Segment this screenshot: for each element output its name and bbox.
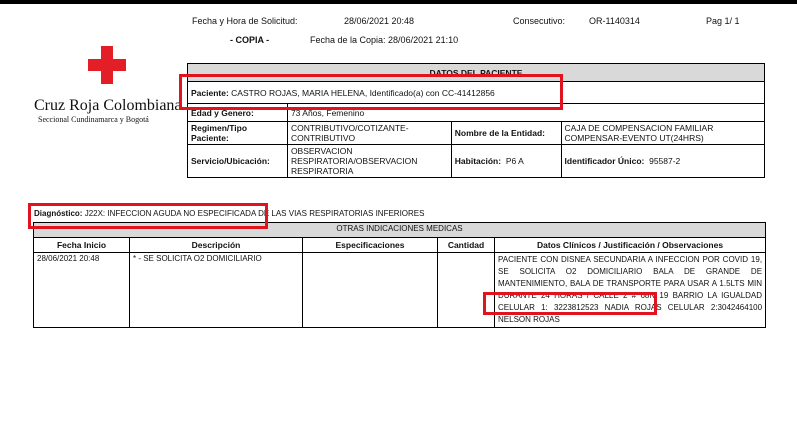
- page-number: Pag 1/ 1: [706, 16, 740, 26]
- column-header-description: Descripción: [130, 238, 303, 253]
- top-border: [0, 0, 797, 4]
- room-label: Habitación:: [454, 156, 502, 166]
- organization-subtitle: Seccional Cundinamarca y Bogotá: [38, 115, 149, 124]
- service-label: Servicio/Ubicación:: [188, 145, 288, 178]
- age-value: 73 Años, Femenino: [287, 104, 764, 122]
- diagnosis-label: Diagnóstico:: [34, 209, 83, 218]
- room-value: P6 A: [505, 156, 524, 166]
- diagnosis-value: J22X: INFECCION AGUDA NO ESPECIFICADA DE LAS VIAS RESPIRATORIAS INFERIORES: [84, 209, 425, 218]
- regimen-value: CONTRIBUTIVO/COTIZANTE-CONTRIBUTIVO: [287, 122, 451, 145]
- column-header-clinical-notes: Datos Clínicos / Justificación / Observaciones: [495, 238, 766, 253]
- red-cross-logo-icon: [88, 46, 126, 84]
- patient-name: CASTRO ROJAS, MARIA HELENA, Identificado(a) con CC-41412856: [231, 87, 495, 98]
- orders-section-title: OTRAS INDICACIONES MEDICAS: [34, 223, 766, 238]
- regimen-label: Regimen/Tipo Paciente:: [188, 122, 288, 145]
- order-specifications: [303, 253, 438, 328]
- age-label: Edad y Genero:: [188, 104, 288, 122]
- request-datetime: 28/06/2021 20:48: [344, 16, 415, 26]
- order-date: 28/06/2021 20:48: [34, 253, 130, 328]
- order-quantity: [438, 253, 495, 328]
- order-description: * - SE SOLICITA O2 DOMICILIARIO: [130, 253, 303, 328]
- column-header-quantity: Cantidad: [438, 238, 495, 253]
- highlight-box-patient: [179, 74, 563, 110]
- organization-name: Cruz Roja Colombiana: [34, 97, 182, 114]
- highlight-box-diagnosis: [28, 203, 268, 229]
- highlight-box-oxygen-dose: [483, 292, 657, 315]
- request-label: Fecha y Hora de Solicitud:: [192, 16, 298, 26]
- order-clinical-notes: PACIENTE CON DISNEA SECUNDARIA A INFECCION POR COVID 19, SE SOLICITA O2 DOMICILIARIO BALA DE GRANDE DE MANTENIMIENTO, BALA DE TRANSPORTE PARA USAR A 1.5LTS MIN DURANTE 24 HORAS / CALLE 2 # 68N 19 BARRIO LA IGUALDAD CELULAR 1: 3223812523 NADIA ROJAS CELULAR 2:3042464100 NELSON ROJAS: [495, 253, 766, 328]
- uid-label: Identificador Único:: [564, 156, 645, 166]
- room-cell: [451, 145, 561, 178]
- column-header-specifications: Especificaciones: [303, 238, 438, 253]
- copy-label: - COPIA -: [230, 35, 270, 45]
- table-row: [34, 253, 766, 328]
- uid-cell: [561, 145, 764, 178]
- consecutive-number: OR-1140314: [589, 16, 640, 26]
- entity-value: CAJA DE COMPENSACION FAMILIAR COMPENSAR-EVENTO UT(24HRS): [561, 122, 764, 145]
- column-header-start-date: Fecha Inicio: [34, 238, 130, 253]
- consecutive-label: Consecutivo:: [513, 16, 566, 26]
- patient-label: Paciente:: [191, 87, 229, 98]
- uid-value: 95587-2: [649, 156, 681, 166]
- patient-section-title: DATOS DEL PACIENTE: [188, 64, 765, 82]
- service-value: OBSERVACION RESPIRATORIA/OBSERVACION RESPIRATORIA: [287, 145, 451, 178]
- entity-label: Nombre de la Entidad:: [451, 122, 561, 145]
- copy-date: Fecha de la Copia: 28/06/2021 21:10: [310, 35, 459, 45]
